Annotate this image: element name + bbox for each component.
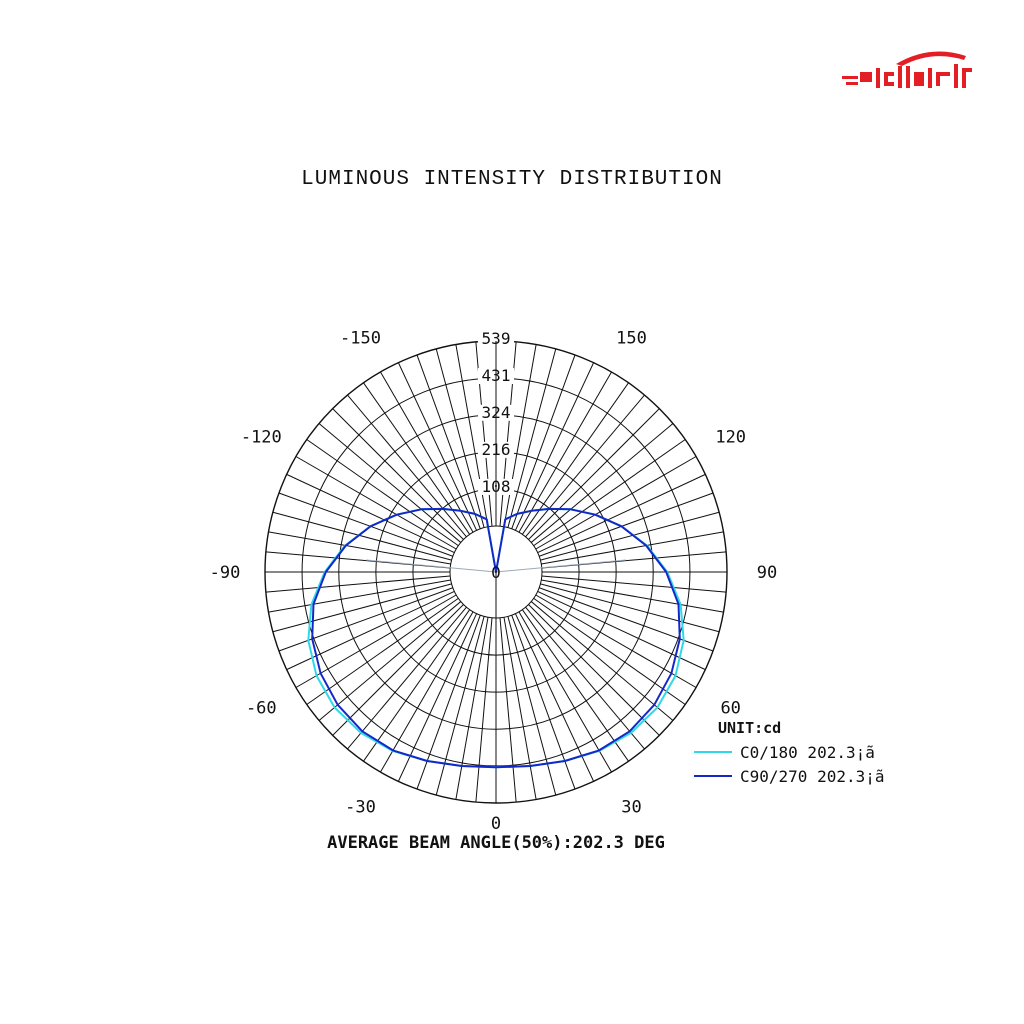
legend-unit-label: UNIT:cd [718, 719, 782, 737]
angle-label: 30 [621, 797, 642, 818]
grid-spoke [534, 440, 686, 546]
grid-spoke [398, 363, 476, 531]
legend-label-0: C0/180 202.3¡ã [740, 743, 875, 762]
grid-spoke [531, 424, 673, 543]
grid-spoke [500, 618, 516, 802]
grid-spoke [540, 584, 719, 632]
angle-label: 60 [720, 698, 741, 719]
grid-spoke [508, 616, 556, 795]
grid-spoke [541, 532, 723, 564]
radial-tick-label: 108 [481, 476, 511, 496]
angle-label: -150 [340, 328, 381, 349]
center-zero-label: 0 [491, 563, 501, 582]
grid-spoke [526, 607, 645, 749]
angle-label: -90 [209, 563, 241, 583]
average-beam-angle: AVERAGE BEAM ANGLE(50%):202.3 DEG [327, 833, 665, 853]
center-connector-right [496, 560, 626, 572]
radial-tick-label: 431 [481, 366, 511, 386]
radial-tick-label: 216 [481, 439, 511, 459]
radial-tick-label: 324 [481, 402, 511, 422]
grid-spoke [538, 474, 706, 552]
grid-spoke [531, 602, 673, 721]
grid-spoke [515, 363, 593, 531]
grid-spoke [269, 580, 451, 612]
grid-spoke [307, 440, 459, 546]
grid-spoke [273, 584, 452, 632]
legend-label-1: C90/270 202.3¡ã [740, 767, 885, 786]
grid-spoke [319, 424, 461, 543]
angle-label: 150 [616, 328, 647, 349]
grid-spoke [319, 602, 461, 721]
grid-spoke [522, 610, 628, 762]
grid-spoke [273, 512, 452, 560]
grid-spoke [436, 349, 484, 528]
chart-title: LUMINOUS INTENSITY DISTRIBUTION [301, 168, 723, 191]
radial-tick-label: 539 [481, 329, 511, 348]
grid-spoke [364, 610, 470, 762]
angle-label: 0 [490, 814, 502, 834]
grid-spoke [540, 512, 719, 560]
grid-spoke [266, 576, 450, 592]
grid-spoke [526, 395, 645, 537]
angle-label: -120 [240, 427, 282, 448]
angle-label: -60 [245, 698, 277, 719]
angle-label: 120 [715, 427, 747, 448]
grid-spoke [287, 474, 455, 552]
grid-spoke [504, 617, 536, 799]
grid-spoke [269, 532, 451, 564]
grid-spoke [364, 383, 470, 535]
grid-spoke [522, 383, 628, 535]
grid-spoke [541, 580, 723, 612]
grid-spoke [542, 576, 726, 592]
grid-spoke [348, 395, 467, 537]
grid-spoke [476, 618, 492, 802]
angle-label: -30 [345, 797, 376, 818]
grid-spoke [508, 349, 556, 528]
center-connector-left [366, 560, 496, 572]
grid-spoke [348, 607, 467, 749]
grid-spoke [456, 617, 488, 799]
angle-label: 90 [756, 563, 778, 583]
grid-spoke [436, 616, 484, 795]
